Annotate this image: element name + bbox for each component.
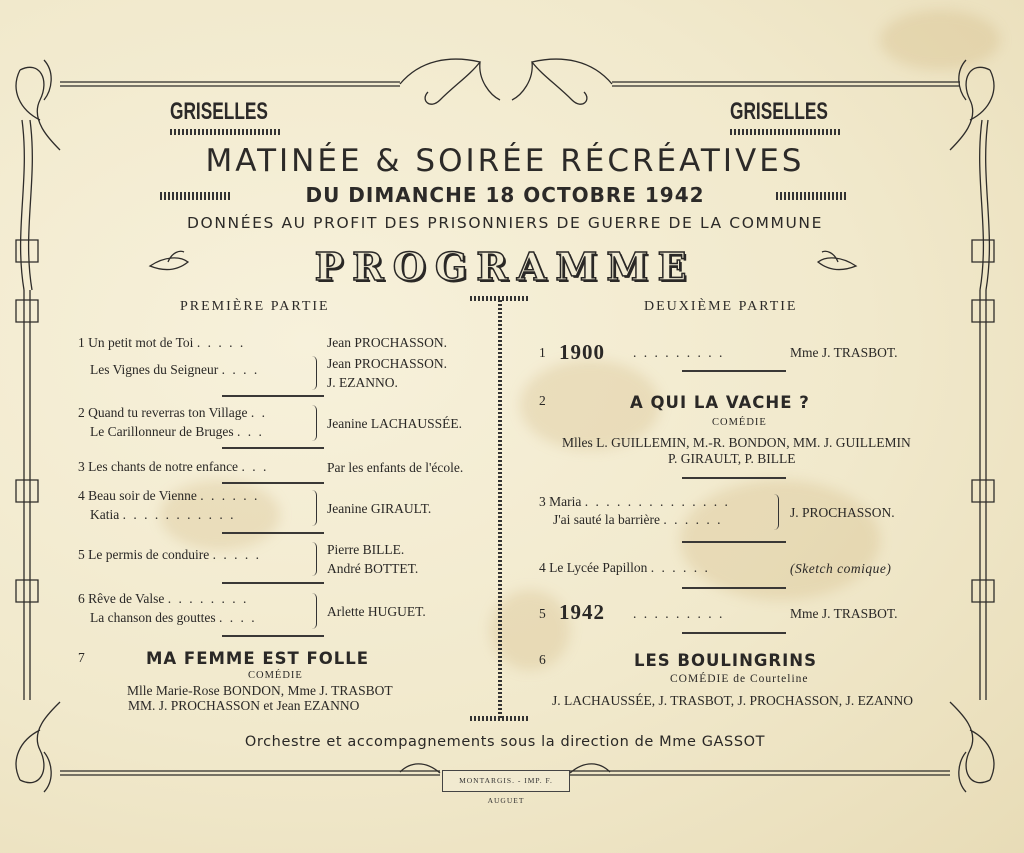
separator xyxy=(682,632,786,634)
separator xyxy=(682,587,786,589)
item-title: 1942 xyxy=(559,600,605,624)
decorative-rule xyxy=(170,129,280,135)
item-title: Les Vignes du Seigneur xyxy=(90,362,219,377)
leader-dots: . . . . . . xyxy=(200,488,260,503)
list-item xyxy=(553,512,723,528)
item-performer: Pierre BILLE. xyxy=(327,542,405,557)
item-title: Le Carillonneur de Bruges xyxy=(90,424,234,439)
separator xyxy=(682,541,786,543)
printer-imprint: MONTARGIS. - IMP. F. AUGUET xyxy=(442,770,570,792)
item-performer: Jean PROCHASSON. xyxy=(327,356,448,371)
play-cast: MM. J. PROCHASSON et Jean EZANNO xyxy=(128,698,360,713)
leader-dots: . . . . . xyxy=(212,547,261,562)
item-performer: J. PROCHASSON. xyxy=(790,505,895,520)
item-number: 6 xyxy=(539,652,546,667)
item-number: 4 xyxy=(78,488,85,503)
list-item xyxy=(78,405,267,421)
list-item xyxy=(90,424,264,440)
item-performer: Mme J. TRASBOT. xyxy=(790,345,898,360)
event-date: DU DIMANCHE 18 OCTOBRE 1942 xyxy=(305,183,705,207)
leader-dots: . . . . . xyxy=(196,335,246,350)
item-performer: Jeanine GIRAULT. xyxy=(327,501,432,516)
item-performer: J. EZANNO. xyxy=(327,375,398,390)
item-number: 2 xyxy=(539,393,546,408)
item-number: 6 xyxy=(78,591,85,606)
item-performer: (Sketch comique) xyxy=(790,561,892,576)
separator xyxy=(222,447,324,449)
separator xyxy=(222,395,324,397)
list-item xyxy=(78,459,268,475)
leader-dots: . . . . . . xyxy=(663,512,723,527)
item-number: 4 xyxy=(539,560,546,575)
play-genre: COMÉDIE xyxy=(248,670,303,681)
item-title: Maria xyxy=(549,494,582,509)
brace xyxy=(774,494,779,530)
item-performer: Par les enfants de l'école. xyxy=(327,460,464,475)
item-title: Un petit mot de Toi xyxy=(88,335,194,350)
item-performer: Arlette HUGUET. xyxy=(327,604,426,619)
item-performer: Mme J. TRASBOT. xyxy=(790,606,898,621)
item-title: La chanson des gouttes xyxy=(90,610,216,625)
item-performer: André BOTTET. xyxy=(327,561,419,576)
list-item xyxy=(539,560,710,576)
event-purpose: DONNÉES AU PROFIT DES PRISONNIERS DE GUERRE DE LA COMMUNE xyxy=(186,214,823,232)
separator xyxy=(222,482,324,484)
leader-dots: . . xyxy=(250,405,268,420)
item-title: 1900 xyxy=(559,340,605,364)
leader-dots: . . . . . . xyxy=(650,560,710,575)
item-title: Quand tu reverras ton Village xyxy=(88,405,248,420)
town-name-right: GRISELLES xyxy=(730,98,828,125)
item-number: 5 xyxy=(78,547,85,562)
separator xyxy=(222,582,324,584)
town-name-left: GRISELLES xyxy=(170,98,268,125)
leader-dots: . . . . xyxy=(218,610,257,625)
brace xyxy=(312,542,317,576)
item-title: J'ai sauté la barrière xyxy=(553,512,660,527)
item-number: 2 xyxy=(78,405,85,420)
leader-dots: . . . . xyxy=(221,362,260,377)
list-item xyxy=(78,335,245,351)
list-item xyxy=(90,362,259,378)
leader-dots: . . . xyxy=(241,459,269,474)
leader-dots: . . . . . . . . . . . . . . xyxy=(584,494,730,509)
programme-heading: PROGRAMME xyxy=(314,244,696,289)
part-one-heading: PREMIÈRE PARTIE xyxy=(180,299,330,314)
column-divider xyxy=(498,300,502,720)
list-item xyxy=(78,547,261,563)
separator xyxy=(682,370,786,372)
separator xyxy=(222,532,324,534)
leader-dots: . . . . . . . . . xyxy=(633,345,725,360)
decorative-rule xyxy=(776,192,846,200)
item-number: 5 xyxy=(539,606,546,621)
play-title: A QUI LA VACHE ? xyxy=(630,393,810,412)
divider-cap xyxy=(470,716,530,721)
play-title: MA FEMME EST FOLLE xyxy=(146,649,370,668)
item-title: Rêve de Valse xyxy=(88,591,165,606)
play-genre: COMÉDIE de Courteline xyxy=(670,673,809,685)
item-number: 7 xyxy=(78,650,85,665)
event-title: MATINÉE & SOIRÉE RÉCRÉATIVES xyxy=(205,143,805,179)
brace xyxy=(312,356,317,390)
separator xyxy=(682,477,786,479)
list-item xyxy=(90,610,257,626)
play-genre: COMÉDIE xyxy=(712,417,767,428)
leader-dots: . . . . . . . . . xyxy=(633,606,725,621)
decorative-rule xyxy=(730,129,840,135)
brace xyxy=(312,405,317,441)
item-number: 1 xyxy=(539,345,546,360)
leader-dots: . . . . . . . . . . . xyxy=(122,507,236,522)
item-title: Katia xyxy=(90,507,120,522)
leader-dots: . . . . . . . . xyxy=(167,591,249,606)
play-cast: P. GIRAULT, P. BILLE xyxy=(668,451,796,466)
item-performer: Jean PROCHASSON. xyxy=(327,335,448,350)
item-number: 3 xyxy=(78,459,85,474)
play-cast: J. LACHAUSSÉE, J. TRASBOT, J. PROCHASSON, J. EZANNO xyxy=(552,693,914,708)
item-title: Le Lycée Papillon xyxy=(549,560,648,575)
item-performer: Jeanine LACHAUSSÉE. xyxy=(327,416,462,431)
list-item xyxy=(78,591,248,607)
part-two-heading: DEUXIÈME PARTIE xyxy=(644,299,798,314)
item-title: Les chants de notre enfance xyxy=(88,459,239,474)
list-item xyxy=(78,488,259,504)
item-title: Beau soir de Vienne xyxy=(88,488,197,503)
separator xyxy=(222,635,324,637)
item-number: 1 xyxy=(78,335,85,350)
list-item xyxy=(90,507,236,523)
item-number: 3 xyxy=(539,494,546,509)
play-cast: Mlle Marie-Rose BONDON, Mme J. TRASBOT xyxy=(127,683,393,698)
orchestra-credit: Orchestre et accompagnements sous la direction de Mme GASSOT xyxy=(244,734,766,750)
list-item xyxy=(539,494,730,510)
leader-dots: . . . xyxy=(236,424,264,439)
item-title: Le permis de conduire xyxy=(88,547,210,562)
brace xyxy=(312,490,317,526)
brace xyxy=(312,593,317,629)
play-title: LES BOULINGRINS xyxy=(634,651,817,670)
play-cast: Mlles L. GUILLEMIN, M.-R. BONDON, MM. J. GUILLEMIN xyxy=(562,435,911,450)
